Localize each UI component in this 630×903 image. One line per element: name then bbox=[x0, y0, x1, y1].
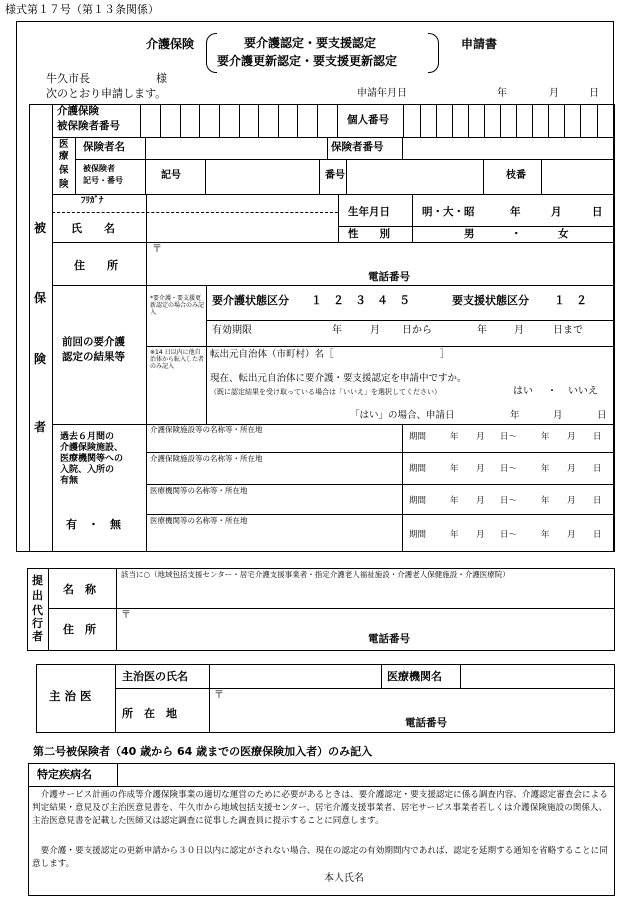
institution-field[interactable] bbox=[461, 665, 613, 687]
facility-row-1-label: 介護保険施設等の名称等・所在地 bbox=[150, 425, 263, 434]
agent-name-field[interactable] bbox=[117, 583, 613, 607]
medical-side-2: 療 bbox=[59, 151, 69, 162]
support-level-label: 要支援状態区分 bbox=[452, 294, 529, 307]
facility-row-1-day2: 日 bbox=[593, 432, 602, 442]
facility-row-2-month: 月 bbox=[476, 464, 485, 474]
apply-date-label: 申請年月日 bbox=[357, 88, 407, 99]
apply-date-day: 日 bbox=[589, 88, 599, 99]
origin-label: 転出元自治体（市町村）名［ bbox=[210, 349, 334, 360]
birth-day: 日 bbox=[592, 206, 603, 218]
facility-row-3-year: 年 bbox=[450, 496, 459, 506]
agent-name-label: 名 称 bbox=[63, 583, 96, 596]
medical-side-1: 医 bbox=[59, 139, 69, 150]
agent-applicable[interactable]: 該当に○（地域包括支援センター・居宅介護支援事業者・指定介護老人福祉施設・介護老人保健施設・介護医療院） bbox=[121, 570, 510, 579]
address-label: 住 所 bbox=[74, 259, 118, 272]
mayor: 牛久市長 bbox=[46, 72, 90, 85]
vp-year2: 年 bbox=[477, 325, 487, 336]
personal-number-label: 個人番号 bbox=[347, 114, 389, 126]
address-postal-mark: 〒 bbox=[152, 244, 162, 255]
agent-postal-mark: 〒 bbox=[121, 610, 131, 621]
previous-label-1: 前回の要介護 bbox=[62, 336, 125, 348]
facility-row-1-day: 日～ bbox=[500, 432, 518, 442]
facility-row-3-day2: 日 bbox=[593, 496, 602, 506]
statement: 次のとおり申請します。 bbox=[46, 87, 167, 100]
agent-address-label: 住 所 bbox=[63, 623, 96, 636]
insurer-number-field[interactable] bbox=[403, 138, 613, 158]
answer-dot: ・ bbox=[547, 386, 557, 397]
facility-row-4-year2: 年 bbox=[541, 530, 550, 540]
facility-row-3-label: 医療機関等の名称等・所在地 bbox=[150, 486, 248, 495]
valid-period-label: 有効期限 bbox=[212, 325, 252, 336]
facility-row-2-year2: 年 bbox=[541, 464, 550, 474]
facility-row-4-month: 月 bbox=[476, 530, 485, 540]
signature-field[interactable] bbox=[380, 870, 610, 890]
title-right: 申請書 bbox=[461, 37, 498, 51]
facility-row-4-day2: 日 bbox=[593, 530, 602, 540]
sex-female[interactable]: 女 bbox=[558, 228, 569, 240]
title-bracket-left bbox=[206, 33, 217, 73]
furigana-label: ﾌﾘｶﾞﾅ bbox=[81, 196, 104, 206]
insurer-name-label: 保険者名 bbox=[83, 141, 125, 153]
side-char-1: 被 bbox=[34, 221, 47, 235]
care-level-label: 要介護状態区分 bbox=[212, 294, 289, 307]
answer-no[interactable]: いいえ bbox=[568, 386, 598, 397]
title-line2: 要介護更新認定・要支援更新認定 bbox=[217, 54, 398, 68]
care-level-options[interactable]: １ ２ ３ ４ ５ bbox=[311, 294, 410, 307]
if-yes-label: 「はい」の場合、申請日 bbox=[350, 410, 455, 421]
facility-label-3: 医療機関等への bbox=[60, 454, 124, 464]
facility-row-3-period: 期間 bbox=[409, 496, 427, 506]
side-char-3: 険 bbox=[34, 352, 47, 366]
facility-row-1-year2: 年 bbox=[541, 432, 550, 442]
name-label: 氏 名 bbox=[71, 222, 115, 235]
origin-field[interactable] bbox=[350, 349, 438, 361]
side-char-4: 者 bbox=[34, 420, 47, 434]
signature-label: 本人氏名 bbox=[324, 873, 364, 884]
doctor-name-field[interactable] bbox=[210, 665, 380, 687]
facility-yes-no[interactable]: 有 ・ 無 bbox=[66, 518, 121, 531]
agent-side-5: 者 bbox=[32, 630, 43, 643]
facility-row-4-label: 医療機関等の名称等・所在地 bbox=[150, 516, 248, 525]
insured-number-label-2: 被保険者番号 bbox=[57, 120, 120, 132]
vp-month: 月 bbox=[370, 325, 380, 336]
vp-from: 日から bbox=[402, 325, 432, 336]
currently-note: （既に認定結果を受け取っている場合は「いいえ」を選択してください） bbox=[210, 388, 441, 396]
disease-label: 特定疾病名 bbox=[37, 768, 92, 781]
consent-paragraph-2: 要介護・要支援認定の更新申請から３０日以内に認定がされない場合、現在の認定の有効期間内であれば、認定を延期する通知を省略することに同意します。 bbox=[32, 846, 608, 869]
furigana-field[interactable] bbox=[147, 195, 337, 211]
facility-label-1: 過去６月間の bbox=[60, 432, 115, 442]
birth-month: 月 bbox=[551, 206, 562, 218]
support-level-options[interactable]: １ ２ bbox=[554, 294, 587, 307]
kigou-field[interactable] bbox=[206, 160, 318, 193]
facility-row-3-year2: 年 bbox=[541, 496, 550, 506]
facility-row-4-day: 日～ bbox=[500, 530, 518, 540]
facility-row-3-month: 月 bbox=[476, 496, 485, 506]
birth-year: 年 bbox=[510, 206, 521, 218]
doctor-label: 主 治 医 bbox=[49, 689, 92, 703]
agent-side-3: 代 bbox=[32, 604, 43, 617]
institution-label: 医療機関名 bbox=[387, 670, 442, 683]
insurer-name-field[interactable] bbox=[146, 138, 326, 158]
facility-row-3-day: 日～ bbox=[500, 496, 518, 506]
facility-row-1-month: 月 bbox=[476, 432, 485, 442]
facility-label-4: 入院、入所の bbox=[60, 465, 115, 475]
title-line1: 要介護認定・要支援認定 bbox=[244, 36, 377, 50]
consent-paragraph-1: 介護サービス計画の作成等介護保険事業の適切な運営のために必要があるときは、要介護認定・要支援認定に係る調査内容、介護認定審査会による判定結果・意見及び主治医意見書を、牛久市から地域包括支援センター、居宅介護支援事業者、居宅サービス事業者若しくは介護保険施設の関係人、主治医意見書を記載した医師又は認定調査に従事した調査員に提示することに同意します。 bbox=[32, 790, 608, 826]
doctor-address-label: 所 在 地 bbox=[122, 707, 177, 720]
agent-side-1: 提 bbox=[32, 574, 43, 587]
facility-row-2-month2: 月 bbox=[567, 464, 576, 474]
agent-side-2: 出 bbox=[32, 589, 43, 602]
doctor-postal-mark: 〒 bbox=[214, 690, 224, 701]
form-number: 様式第１７号（第１３条関係） bbox=[5, 3, 159, 16]
vp-month2: 月 bbox=[514, 325, 524, 336]
title-bracket-right bbox=[428, 33, 439, 73]
previous-note-2: ※14 日以内に他自治体から転入した者のみ記入 bbox=[150, 349, 205, 370]
facility-row-4-period: 期間 bbox=[409, 530, 427, 540]
doctor-name-label: 主治医の氏名 bbox=[122, 670, 188, 683]
bangou-label: 番号 bbox=[325, 170, 345, 181]
agent-side-4: 行 bbox=[32, 617, 43, 630]
iy-day: 日 bbox=[597, 410, 607, 421]
address-phone-label: 電話番号 bbox=[368, 271, 410, 283]
answer-yes[interactable]: はい bbox=[513, 386, 533, 397]
iy-year: 年 bbox=[510, 410, 520, 421]
vp-year: 年 bbox=[332, 325, 342, 336]
sex-dot: ・ bbox=[511, 228, 522, 240]
facility-row-4-year: 年 bbox=[450, 530, 459, 540]
vp-to: 日まで bbox=[553, 325, 583, 336]
sex-label: 性 別 bbox=[348, 228, 390, 240]
iy-month: 月 bbox=[553, 410, 563, 421]
facility-row-2-day: 日～ bbox=[500, 464, 518, 474]
previous-label-2: 認定の結果等 bbox=[62, 351, 125, 363]
kigou-label: 記号 bbox=[161, 170, 181, 181]
apply-date-year: 年 bbox=[497, 88, 507, 99]
second-heading: 第二号被保険者（40 歳から 64 歳までの医療保険加入者）のみ記入 bbox=[33, 745, 373, 758]
doctor-phone-label: 電話番号 bbox=[405, 717, 447, 729]
insured-symbol-label-2: 記号・番号 bbox=[83, 176, 123, 185]
apply-date-month: 月 bbox=[549, 88, 559, 99]
facility-row-2-period: 期間 bbox=[409, 464, 427, 474]
agent-address-field[interactable] bbox=[117, 609, 613, 649]
facility-row-3-month2: 月 bbox=[567, 496, 576, 506]
edaban-label: 枝番 bbox=[506, 170, 526, 181]
origin-end: ］ bbox=[440, 349, 450, 360]
facility-row-2-year: 年 bbox=[450, 464, 459, 474]
medical-side-4: 険 bbox=[59, 179, 69, 190]
previous-note-1: *要介護・要支援更新認定の場合のみ記入 bbox=[150, 295, 205, 316]
mayor-sama: 様 bbox=[156, 72, 167, 85]
agent-phone-label: 電話番号 bbox=[368, 633, 410, 645]
currently-applying: 現在、転出元自治体に要介護・要支援認定を申請中ですか。 bbox=[210, 373, 467, 384]
edaban-field[interactable] bbox=[542, 160, 613, 193]
disease-field[interactable] bbox=[118, 764, 613, 785]
insured-symbol-label-1: 被保険者 bbox=[83, 164, 115, 173]
insured-number-label-1: 介護保険 bbox=[57, 105, 99, 117]
facility-row-1-year: 年 bbox=[450, 432, 459, 442]
facility-row-1-period: 期間 bbox=[409, 432, 427, 442]
name-field[interactable] bbox=[147, 214, 337, 241]
facility-row-2-day2: 日 bbox=[593, 464, 602, 474]
sex-male[interactable]: 男 bbox=[464, 228, 475, 240]
facility-row-1-month2: 月 bbox=[567, 432, 576, 442]
birth-label: 生年月日 bbox=[348, 206, 390, 218]
bangou-field[interactable] bbox=[347, 160, 482, 193]
era-options[interactable]: 明・大・昭 bbox=[422, 206, 475, 218]
insurer-number-label: 保険者番号 bbox=[331, 141, 384, 153]
facility-row-2-label: 介護保険施設等の名称等・所在地 bbox=[150, 454, 263, 463]
title-left: 介護保険 bbox=[146, 37, 195, 51]
side-char-2: 保 bbox=[34, 291, 47, 305]
facility-row-4-month2: 月 bbox=[567, 530, 576, 540]
medical-side-3: 保 bbox=[59, 165, 69, 176]
facility-label-5: 有無 bbox=[60, 476, 79, 486]
facility-label-2: 介護保険施設、 bbox=[60, 443, 124, 453]
